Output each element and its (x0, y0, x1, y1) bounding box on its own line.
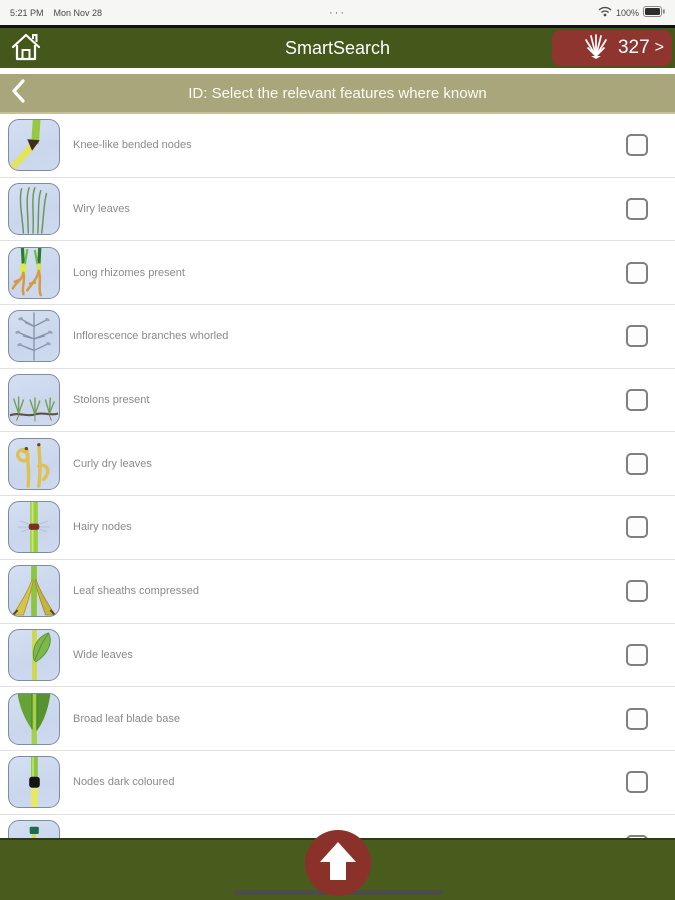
feature-label: Nodes dark coloured (73, 776, 175, 789)
feature-checkbox[interactable] (626, 771, 648, 793)
window-menu-dots[interactable]: ··· (329, 6, 346, 19)
feature-label: Hairy nodes (73, 521, 132, 534)
feature-checkbox[interactable] (626, 389, 648, 411)
feature-label: Curly dry leaves (73, 457, 152, 470)
chevron-right-icon: > (654, 39, 664, 56)
bottom-bar (0, 838, 675, 900)
feature-thumbnail (8, 247, 60, 299)
feature-row[interactable] (0, 496, 675, 560)
feature-checkbox[interactable] (626, 453, 648, 475)
app-header (0, 28, 675, 68)
feature-label: Knee-like bended nodes (73, 139, 192, 152)
feature-checkbox[interactable] (626, 580, 648, 602)
feature-row[interactable] (0, 560, 675, 624)
feature-checkbox[interactable] (626, 516, 648, 538)
feature-thumbnail (8, 310, 60, 362)
feature-thumbnail (8, 693, 60, 745)
feature-checkbox[interactable] (626, 644, 648, 666)
feature-checkbox[interactable] (626, 198, 648, 220)
feature-row[interactable] (0, 305, 675, 369)
feature-checkbox[interactable] (626, 134, 648, 156)
chevron-left-icon (10, 78, 26, 109)
feature-thumbnail (8, 119, 60, 171)
feature-thumbnail (8, 629, 60, 681)
feature-row[interactable] (0, 178, 675, 242)
feature-row[interactable] (0, 624, 675, 688)
feature-label: Wiry leaves (73, 203, 130, 216)
results-count-badge[interactable] (552, 30, 672, 66)
battery-icon (643, 6, 665, 19)
feature-checkbox[interactable] (626, 708, 648, 730)
status-bar (0, 0, 675, 25)
submit-button[interactable] (305, 830, 371, 896)
arrow-up-icon (318, 840, 358, 887)
feature-row[interactable] (0, 432, 675, 496)
feature-list (0, 112, 675, 878)
feature-label: Leaf sheaths compressed (73, 585, 199, 598)
results-count: 327 (617, 37, 650, 58)
subheader-title: ID: Select the relevant features where known (188, 84, 487, 102)
feature-label: Long rhizomes present (73, 266, 185, 279)
home-icon (9, 30, 43, 67)
feature-label: Wide leaves (73, 648, 133, 661)
subheader-bar (0, 74, 675, 112)
back-button[interactable] (10, 80, 36, 106)
feature-label: Broad leaf blade base (73, 712, 181, 725)
feature-row[interactable] (0, 241, 675, 305)
feature-thumbnail (8, 183, 60, 235)
app-title: SmartSearch (284, 37, 391, 58)
feature-row[interactable] (0, 687, 675, 751)
grass-tuft-icon (582, 32, 610, 65)
feature-checkbox[interactable] (626, 325, 648, 347)
feature-thumbnail (8, 501, 60, 553)
battery-percent: 100% (615, 7, 639, 18)
feature-row[interactable] (0, 751, 675, 815)
wifi-icon (598, 6, 612, 19)
clock: 5:21 PM (10, 7, 44, 18)
feature-thumbnail (8, 756, 60, 808)
home-button[interactable] (6, 30, 46, 66)
feature-row[interactable] (0, 114, 675, 178)
feature-row[interactable] (0, 369, 675, 433)
date: Mon Nov 28 (53, 7, 103, 18)
feature-thumbnail (8, 565, 60, 617)
feature-thumbnail (8, 438, 60, 490)
feature-thumbnail (8, 374, 60, 426)
feature-label: Stolons present (73, 394, 150, 407)
feature-label: Inflorescence branches whorled (73, 330, 229, 343)
feature-checkbox[interactable] (626, 262, 648, 284)
